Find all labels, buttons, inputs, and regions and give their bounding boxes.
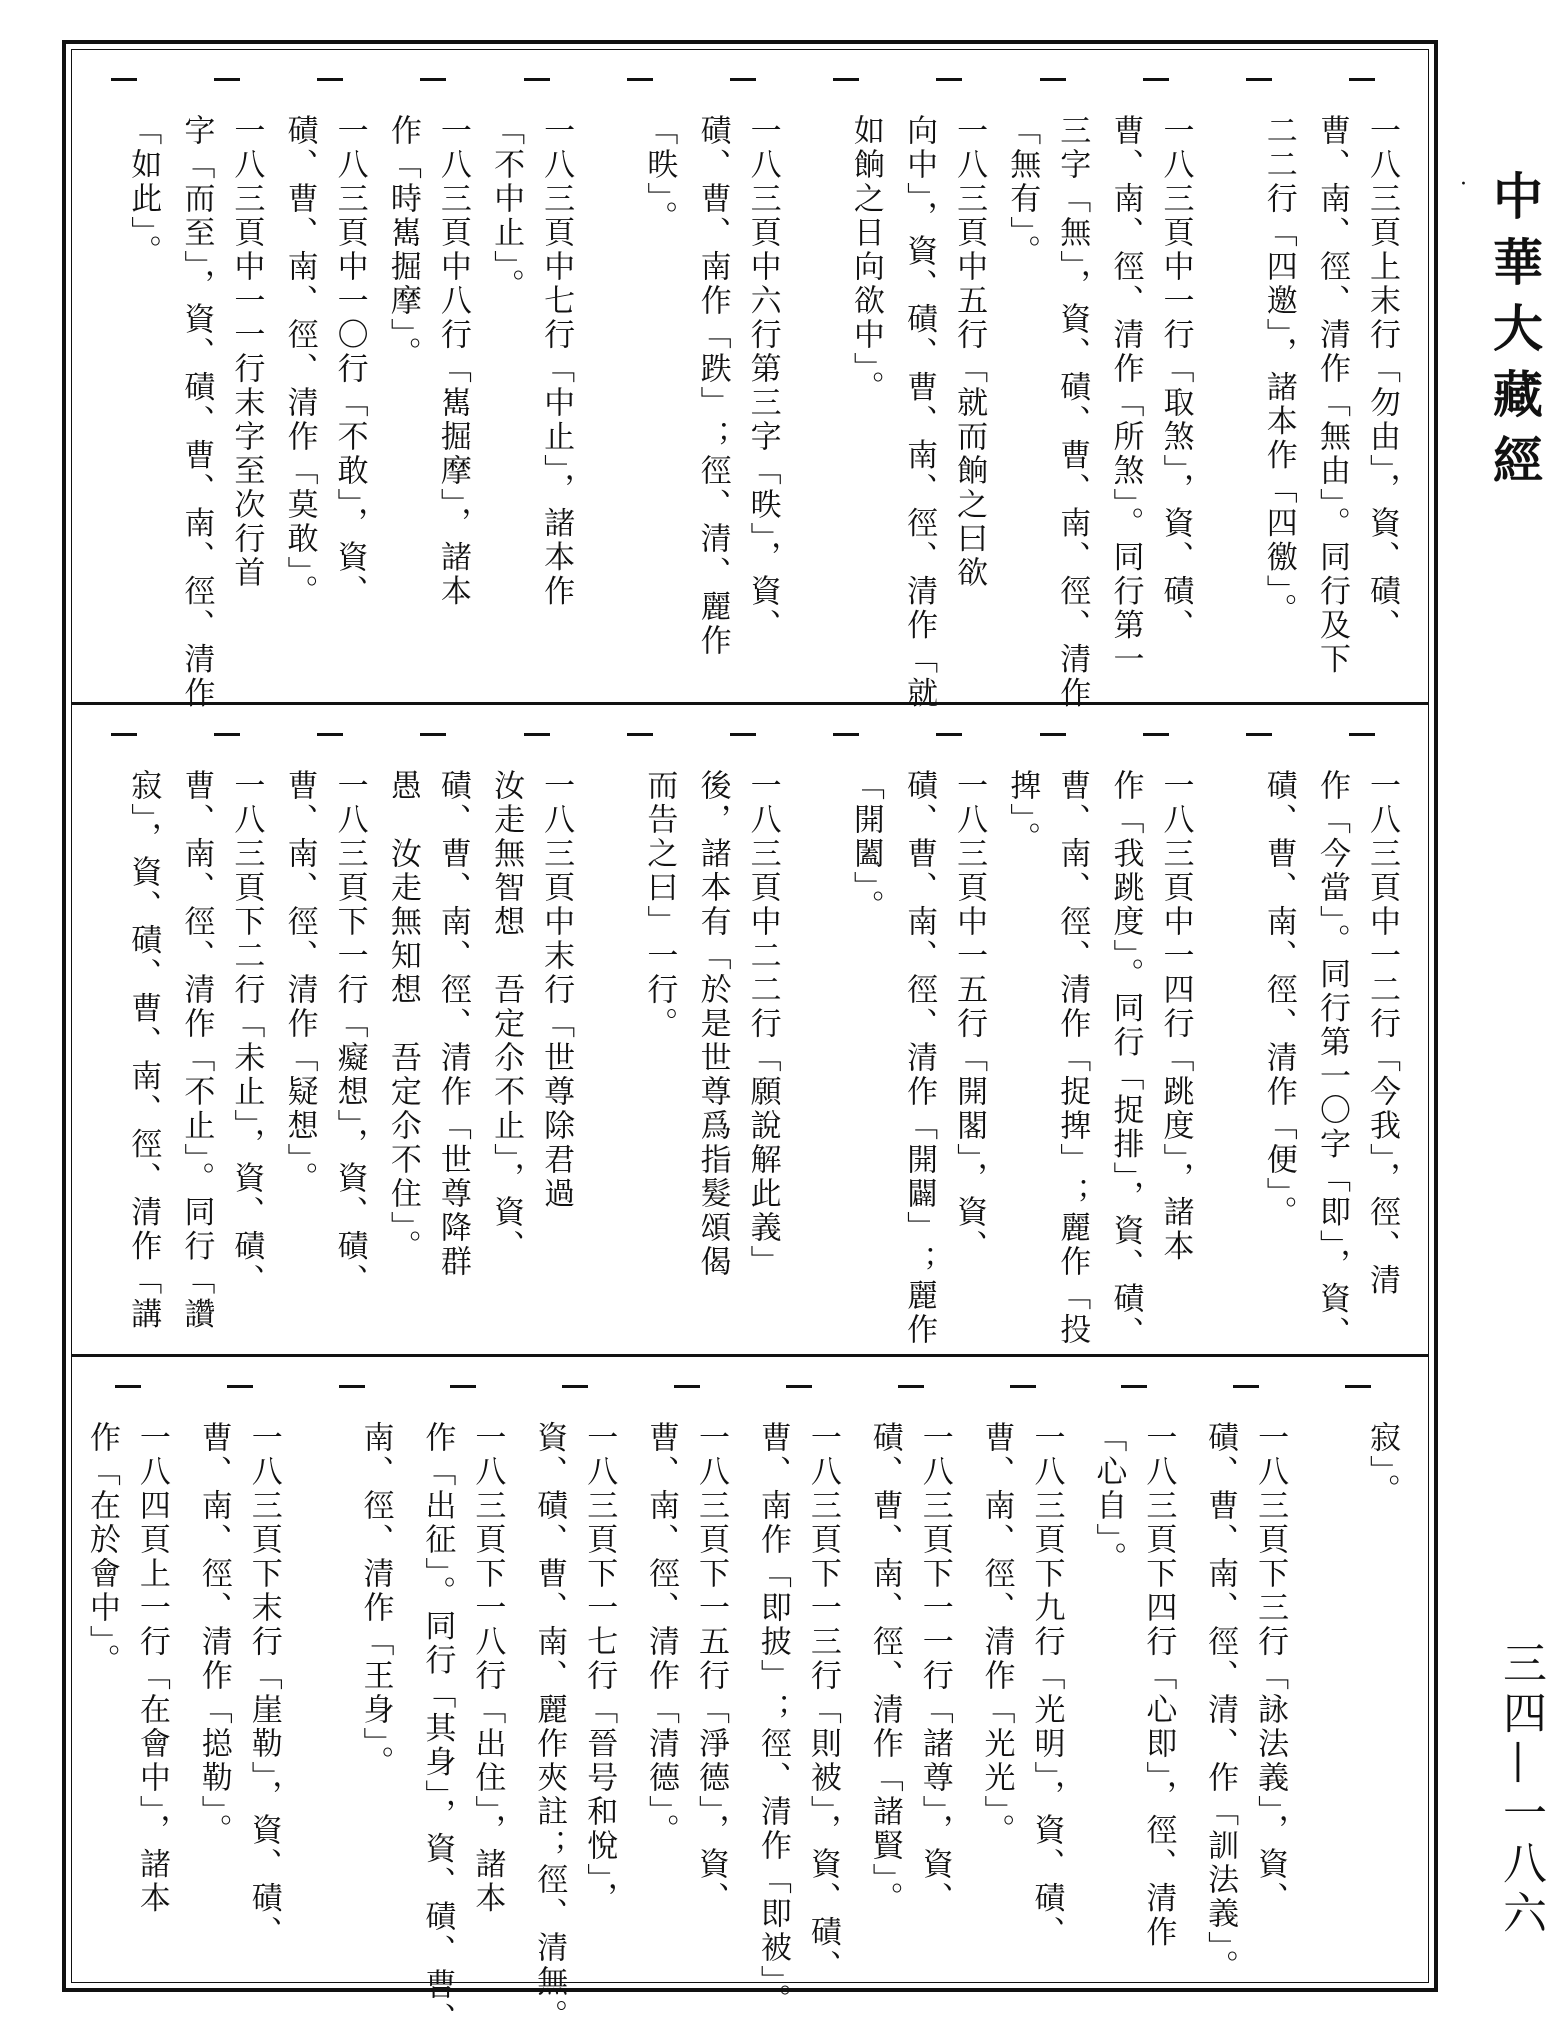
header-mark: · [1460,172,1467,197]
collation-entry [1079,1357,1191,1985]
entry-line: 一八三頁下一一行「諸尊」，資、 [916,1421,953,1916]
collation-entry [1104,705,1207,1357]
entry-line: 一八三頁中一四行「跳度」，諸本 [1157,769,1194,1264]
page-number: 三四—一八六 [1495,1640,1546,1940]
entry-mark [227,1385,253,1388]
entry-line: 「昳」。 [641,114,678,235]
collation-entry [175,705,278,1357]
entry-line: 磧、曹、南、徑、清作「開闢」；麗作 [901,769,938,1347]
entry-mark [833,78,859,81]
entry-line: 一八三頁下一八行「出住」，諸本 [469,1421,506,1916]
entry-line: 一八三頁中一行「取煞」，資、磧、 [1157,114,1194,643]
entry-line: 南、徑、清作「王身」。 [357,1421,394,1780]
entry-mark [317,733,343,736]
entry-line: 磧、曹、南、徑、清作「莫敢」。 [281,114,318,609]
entry-mark [1143,733,1169,736]
register-columns [72,50,1428,711]
entry-mark [1345,1385,1371,1388]
collation-entry [691,50,794,702]
entry-mark [936,733,962,736]
entry-mark [111,78,137,81]
entry-line: 作「我跳度」。同行「捉排」，資、磧、 [1107,769,1144,1350]
entry-line: 一八三頁下一五行「淨德」，資、 [693,1421,730,1916]
entry-mark [1233,1385,1259,1388]
collation-entry [743,1357,855,2018]
collation-entry [898,705,1001,1357]
entry-mark [1246,733,1272,736]
entry-line: 一八三頁中末行「世尊除君過 [538,769,575,1211]
collation-entry [898,50,1001,711]
collation-entry [1208,705,1311,1357]
entry-line: 捭」。 [1004,769,1041,856]
entry-mark [730,733,756,736]
collation-entry [485,50,588,702]
entry-line: 一八三頁中一五行「開閣」，資、 [951,769,988,1264]
collation-entry [1208,50,1311,702]
entry-line: 一八三頁下三行「詠法義」，資、 [1252,1421,1289,1916]
entry-mark [1040,733,1066,736]
collation-entry [1001,50,1104,711]
collation-entry [1001,705,1104,1357]
entry-line: 一八三頁中七行「中止」，諸本作 [538,114,575,609]
collation-entry [382,50,485,702]
entry-mark [524,733,550,736]
collation-entry [588,705,691,1357]
entry-line: 曹、南、徑、清作「光光」。 [978,1421,1015,1848]
entry-line: 一八三頁中一〇行「不敢」，資、 [331,114,368,609]
collation-entry [382,705,485,1357]
entry-line: 寂」。 [1364,1421,1400,1508]
entry-line: 一八三頁中八行「嶲掘摩」，諸本 [434,114,471,609]
register-middle [72,702,1428,1357]
entry-line: 寂」，資、磧、曹、南、徑、清作「講 [125,769,162,1332]
entry-mark [317,78,343,81]
entry-mark [936,78,962,81]
collation-entry [72,50,175,702]
collation-entry [485,705,588,1357]
entry-line: 資、磧、曹、南、麗作夾註；徑、清無。 [531,1421,568,2033]
collation-entry [175,50,278,711]
entry-mark [420,733,446,736]
entry-line: 磧、曹、南、徑、清作「諸賢」。 [866,1421,903,1916]
entry-line: 曹、南作「即披」；徑、清作「即被」。 [754,1421,791,2018]
entry-line: 「不中止」。 [488,114,525,303]
entry-line: 磧、曹、南、徑、清作「世尊降群 [434,769,471,1279]
entry-line: 「無有」。 [1004,114,1041,269]
entry-line: 「如此」。 [125,114,162,269]
entry-line: 曹、南、徑、清作「清德」。 [643,1421,680,1848]
entry-line: 一八三頁中一一行末字至次行首 [228,114,265,590]
entry-line: 一八三頁下一行「癡想」，資、磧、 [331,769,368,1298]
entry-line: 「心自」。 [1090,1421,1127,1576]
entry-mark [833,733,859,736]
entry-line: 磧、曹、南、徑、清作「便」。 [1260,769,1297,1230]
collation-entry [631,1357,743,1985]
entry-line: 一八三頁中一二行「今我」，徑、清 [1364,769,1400,1298]
page-title: 中華大藏經 [1485,170,1544,500]
collation-entry [795,50,898,702]
entry-line: 作「時嶲掘摩」。 [384,114,421,371]
collation-entry [408,1357,520,2036]
entry-mark [1010,1385,1036,1388]
entry-mark [450,1385,476,1388]
collation-entry [296,1357,408,1985]
collation-entry [278,50,381,702]
entry-mark [1121,1385,1147,1388]
collation-entry [967,1357,1079,1985]
collation-entry [588,50,691,702]
entry-mark [627,733,653,736]
entry-mark [1349,78,1375,81]
collation-entry [1190,1357,1302,1985]
entry-line: 三字「無」，資、磧、曹、南、徑、清作 [1054,114,1091,711]
entry-mark [1040,78,1066,81]
entry-mark [562,1385,588,1388]
entry-line: 向中」，資、磧、曹、南、徑、清作「就 [901,114,938,711]
entry-line: 一八三頁下二行「未止」，資、磧、 [228,769,265,1298]
entry-mark [1246,78,1272,81]
collation-entry [691,705,794,1357]
collation-entry [72,705,175,1357]
entry-line: 磧、曹、南作「跌」；徑、清、麗作 [694,114,731,658]
entry-mark [627,78,653,81]
entry-line: 愚 汝走無知想 吾定尒不住」。 [384,769,421,1264]
entry-line: 一八三頁上末行「勿由」，資、磧、 [1364,114,1400,643]
collation-entry [1104,50,1207,702]
entry-line: 一八三頁下四行「心即」，徑、清作 [1140,1421,1177,1950]
entry-line: 一八四頁上一行「在會中」，諸本 [133,1421,170,1916]
collation-entry [519,1357,631,2033]
entry-mark [786,1385,812,1388]
page-frame [62,40,1438,2036]
register-columns [72,1357,1428,2036]
register-top [72,50,1428,711]
entry-line: 一八三頁中六行第三字「昳」，資、 [744,114,781,643]
entry-line: 作「出征」。同行「其身」，資、磧、曹、 [419,1421,456,2036]
collation-entry [72,1357,184,1985]
entry-mark [674,1385,700,1388]
entry-line: 汝走無智想 吾定尒不止」，資、 [488,769,525,1264]
entry-mark [420,78,446,81]
entry-line: 曹、南、徑、清作「捉捭」；麗作「投 [1054,769,1091,1347]
collation-entry [278,705,381,1357]
entry-line: 一八三頁下九行「光明」，資、磧、 [1028,1421,1065,1950]
entry-line: 作「今當」。同行第一〇字「即」，資、 [1314,769,1350,1350]
entry-line: 一八三頁下一七行「晉号和悅」， [581,1421,618,1916]
entry-line: 作「在於會中」。 [83,1421,120,1678]
entry-line: 如餉之日向欲中」。 [847,114,884,405]
entry-mark [1143,78,1169,81]
register-bottom [72,1354,1428,2036]
entry-mark [1349,733,1375,736]
collation-entry [184,1357,296,1985]
entry-line: 二二行「四邀」，諸本作「四徼」。 [1260,114,1297,627]
entry-mark [115,1385,141,1388]
entry-line: 一八三頁下末行「崖勒」，資、磧、 [245,1421,282,1950]
collation-entry [1311,705,1414,1357]
entry-line: 「開闔」。 [847,769,884,924]
entry-line: 一八三頁下一三行「則被」，資、磧、 [804,1421,841,1984]
entry-line: 曹、南、徑、清作「不止」。同行「讚 [178,769,215,1332]
entry-mark [898,1385,924,1388]
entry-mark [730,78,756,81]
entry-line: 一八三頁中五行「就而餉之曰欲 [951,114,988,590]
collation-entry [795,705,898,1357]
entry-line: 一八三頁中二二行「願說解此義」 [744,769,781,1279]
register-columns [72,705,1428,1357]
entry-mark [339,1385,365,1388]
entry-line: 曹、南、徑、清作「無由」。同行及下 [1314,114,1350,677]
entry-mark [111,733,137,736]
entry-mark [214,733,240,736]
entry-line: 曹、南、徑、清作「疑想」。 [281,769,318,1196]
entry-mark [214,78,240,81]
collation-entry [1302,1357,1414,1985]
collation-entry [1311,50,1414,702]
collation-entry [855,1357,967,1985]
entry-line: 後，諸本有「於是世尊爲指髮頌偈 [694,769,731,1279]
entry-line: 而告之曰」一行。 [641,769,678,1041]
entry-line: 曹、南、徑、清作「所煞」。同行第一 [1107,114,1144,677]
entry-line: 曹、南、徑、清作「搃勒」。 [195,1421,232,1848]
entry-line: 磧、曹、南、徑、清、作「訓法義」。 [1202,1421,1239,1984]
entry-mark [524,78,550,81]
entry-line: 字「而至」，資、磧、曹、南、徑、清作 [178,114,215,711]
